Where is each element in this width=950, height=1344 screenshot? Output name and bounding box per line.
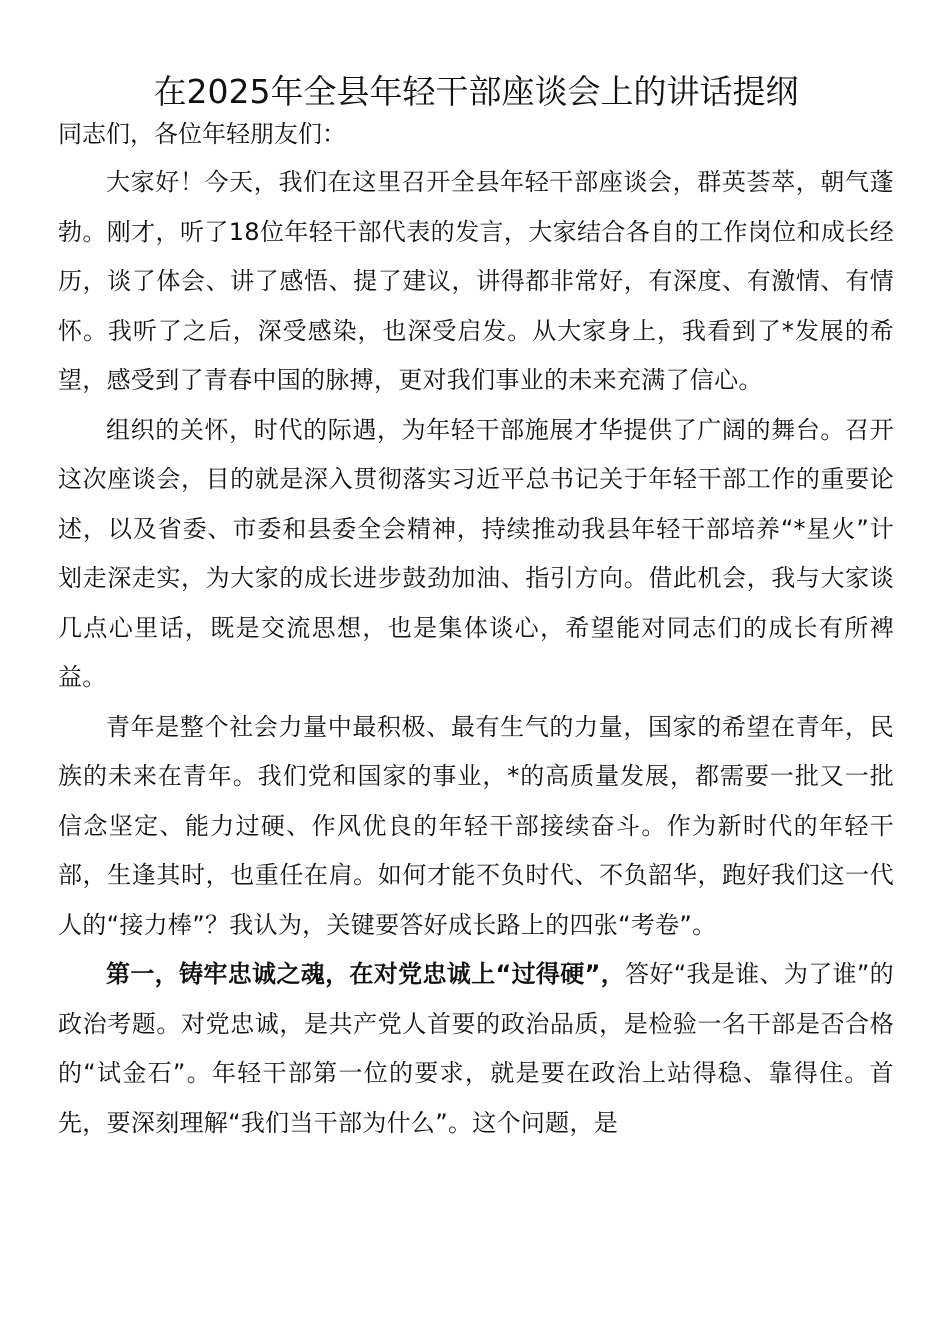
- paragraph-text: 青年是整个社会力量中最积极、最有生气的力量，国家的希望在青年，民族的未来在青年。我们党和国家的事业，*的高质量发展，都需要一批又一批信念坚定、能力过硬、作风优良的年轻干部接续奋斗。作为新时代的年轻干部，生逢其时，也重任在肩。如何才能不负时代、不负韶华，跑好我们这一代人的“接力棒”？我认为，关键要答好成长路上的四张“考卷”。: [58, 712, 894, 939]
- document-title: 在2025年全县年轻干部座谈会上的讲话提纲: [153, 72, 799, 111]
- paragraph-text: 组织的关怀，时代的际遇，为年轻干部施展才华提供了广阔的舞台。召开这次座谈会，目的就是深入贯彻落实习近平总书记关于年轻干部工作的重要论述，以及省委、市委和县委全会精神，持续推动我县年轻干部培养“*星火”计划走深走实，为大家的成长进步鼓劲加油、指引方向。借此机会，我与大家谈几点心里话，既是交流思想，也是集体谈心，希望能对同志们的成长有所裨益。: [58, 415, 894, 691]
- paragraph-2: [58, 406, 894, 703]
- paragraph-lead: 第一，铸牢忠诚之魂，在对党忠诚上“过得硬”，: [106, 960, 626, 988]
- document-page: [58, 66, 894, 1148]
- paragraph-3: [58, 703, 894, 951]
- paragraph-text: 答好“我是谁、为了谁”的政治考题。对党忠诚，是共产党人首要的政治品质，是检验一名干部是否合格的“试金石”。年轻干部第一位的要求，就是要在政治上站得稳、靠得住。首先，要深刻理解“我们当干部为什么”。这个问题，是: [58, 960, 894, 1137]
- salutation: 同志们，各位年轻朋友们：: [58, 120, 346, 148]
- paragraph-1: [58, 158, 894, 406]
- paragraph-text: 大家好！今天，我们在这里召开全县年轻干部座谈会，群英荟萃，朝气蓬勃。刚才，听了18位年轻干部代表的发言，大家结合各自的工作岗位和成长经历，谈了体会、讲了感悟、提了建议，讲得都非常好，有深度、有激情、有情怀。我听了之后，深受感染，也深受启发。从大家身上，我看到了*发展的希望，感受到了青春中国的脉搏，更对我们事业的未来充满了信心。: [58, 168, 894, 394]
- paragraph-4: [58, 950, 894, 1148]
